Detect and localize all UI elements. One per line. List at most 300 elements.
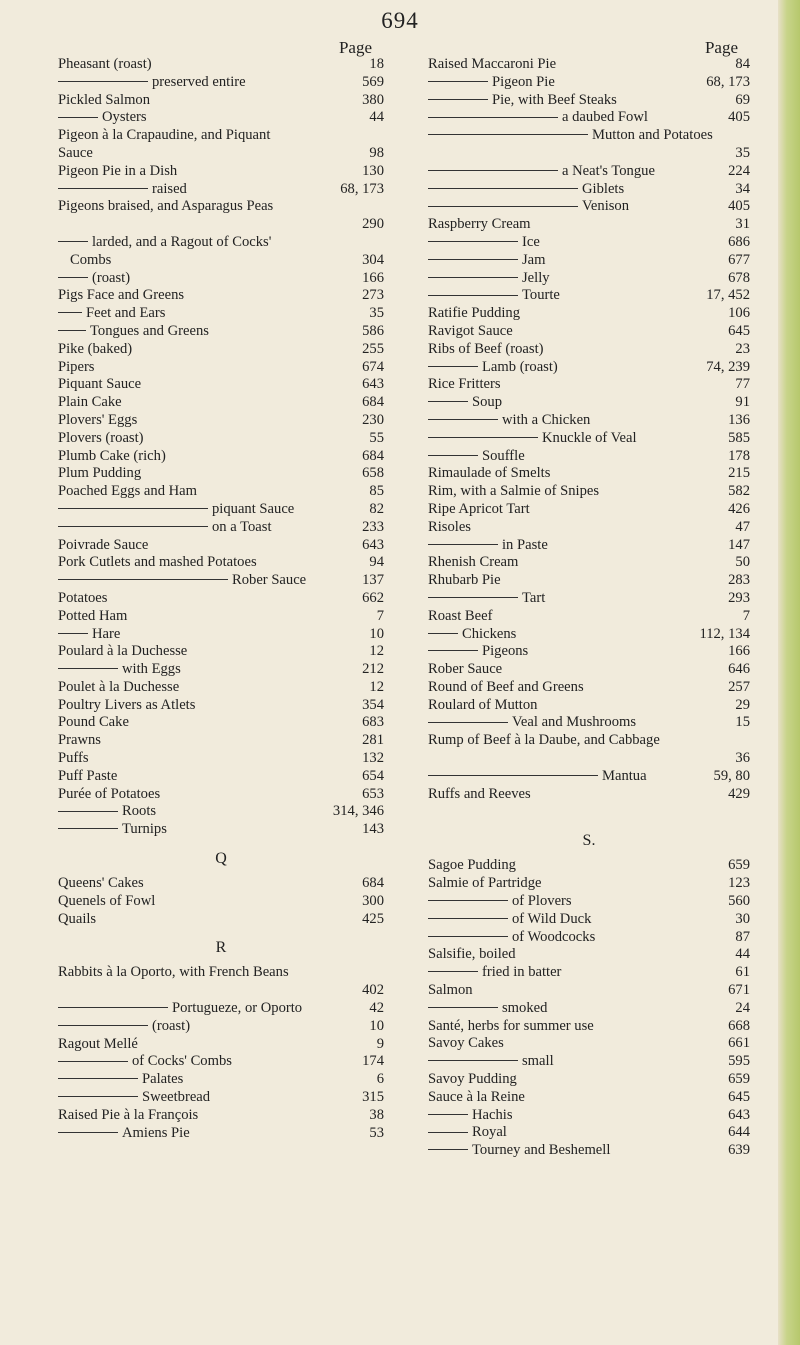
entry-title: Ruffs and Reeves <box>428 785 531 802</box>
entry-title: Rim, with a Salmie of Snipes <box>428 483 600 500</box>
entry-page: 35 <box>369 305 384 322</box>
entry-page: 166 <box>362 269 384 286</box>
entry-title: small <box>522 1053 554 1070</box>
index-entry <box>428 1142 750 1160</box>
index-entry <box>58 590 384 608</box>
index-entry <box>428 946 750 964</box>
entry-title: Sauce <box>58 144 93 161</box>
index-entry <box>58 697 384 715</box>
entry-title: of Plovers <box>512 893 572 910</box>
index-entry <box>428 929 750 947</box>
index-entry <box>58 1036 384 1054</box>
ditto-dash <box>58 508 208 509</box>
entry-page: 38 <box>369 1106 384 1123</box>
entry-title: Knuckle of Veal <box>542 429 637 446</box>
entry-title: Veal and Mushrooms <box>512 714 637 731</box>
entry-page: 15 <box>735 714 750 731</box>
entry-page: 69 <box>735 91 750 108</box>
entry-page: 130 <box>362 162 384 179</box>
ditto-dash <box>428 188 578 189</box>
entry-title: Oysters <box>102 109 147 126</box>
ditto-dash <box>428 1132 468 1133</box>
entry-page: 178 <box>728 447 750 464</box>
index-entry <box>428 74 750 92</box>
index-entry <box>428 394 750 412</box>
entry-title: Savoy Pudding <box>428 1071 517 1088</box>
entry-page: 686 <box>728 233 750 250</box>
index-entry <box>428 911 750 929</box>
entry-page: 290 <box>362 216 384 233</box>
index-entry <box>58 1071 384 1089</box>
index-entry <box>428 1124 750 1142</box>
index-entry <box>58 554 384 572</box>
entry-page: 684 <box>362 447 384 464</box>
entry-title: Tart <box>522 589 546 606</box>
entry-title: Raised Maccaroni Pie <box>428 56 557 72</box>
index-entry <box>58 92 384 110</box>
index-entry <box>428 732 750 750</box>
entry-title: Plum Pudding <box>58 465 142 482</box>
entry-title: of Cocks' Combs <box>132 1053 232 1070</box>
entry-page: 674 <box>362 358 384 375</box>
entry-page: 94 <box>369 554 384 571</box>
entry-title: Salmon <box>428 982 473 999</box>
index-entry <box>428 287 750 305</box>
ditto-dash <box>428 419 498 420</box>
entry-page: 132 <box>362 750 384 767</box>
ditto-dash <box>428 455 478 456</box>
entry-title: Raspberry Cream <box>428 216 531 233</box>
index-entry <box>428 430 750 448</box>
ditto-dash <box>428 544 498 545</box>
index-entry <box>428 216 750 234</box>
ditto-dash <box>428 170 558 171</box>
entry-page: 106 <box>728 305 750 322</box>
index-entry <box>428 1053 750 1071</box>
entry-title: Santé, herbs for summer use <box>428 1017 594 1034</box>
index-entry <box>58 501 384 519</box>
entry-page: 402 <box>362 982 384 999</box>
entry-title: in Paste <box>502 536 548 553</box>
entry-title: Hachis <box>472 1106 513 1123</box>
ditto-dash <box>428 206 578 207</box>
ditto-dash <box>428 81 488 82</box>
entry-title: Tourte <box>522 287 560 304</box>
entry-title: (roast) <box>92 269 131 286</box>
entry-page: 7 <box>376 607 384 624</box>
entry-title: Giblets <box>582 180 625 197</box>
entry-page: 47 <box>735 518 750 535</box>
entry-page: 644 <box>728 1124 750 1141</box>
entry-title: preserved entire <box>152 73 246 90</box>
index-entry <box>428 554 750 572</box>
ditto-dash <box>58 117 98 118</box>
page-header-label: Page <box>338 38 372 57</box>
ditto-dash <box>428 936 508 937</box>
ditto-dash <box>428 259 518 260</box>
entry-title: Pipers <box>58 358 95 375</box>
entry-title: Rabbits à la Oporto, with French Beans <box>58 964 289 981</box>
entry-page: 77 <box>735 376 750 393</box>
ditto-dash <box>58 312 82 313</box>
entry-page: 283 <box>728 572 750 589</box>
entry-page: 429 <box>728 785 750 802</box>
entry-title: Hare <box>92 625 121 642</box>
entry-title: Puff Paste <box>58 767 118 784</box>
entry-page: 671 <box>728 982 750 999</box>
index-entry <box>58 448 384 466</box>
entry-page: 233 <box>362 518 384 535</box>
section-letter-r: R <box>215 939 227 957</box>
index-entry <box>428 56 750 74</box>
entry-title: Savoy Cakes <box>428 1035 504 1052</box>
entry-page: 661 <box>728 1035 750 1052</box>
entry-page: 98 <box>369 144 384 161</box>
index-entry <box>428 679 750 697</box>
index-entry <box>428 1089 750 1107</box>
entry-page: 683 <box>362 714 384 731</box>
entry-title: Palates <box>142 1071 184 1088</box>
index-column-right <box>428 38 750 1160</box>
entry-title: fried in batter <box>482 964 562 981</box>
entry-page: 147 <box>728 536 750 553</box>
entry-title: Mantua <box>602 767 647 784</box>
index-entry <box>58 679 384 697</box>
entry-title: Roulard of Mutton <box>428 696 538 713</box>
index-entry <box>58 198 384 216</box>
index-entry <box>58 234 384 252</box>
ditto-dash <box>428 633 458 634</box>
entry-page: 74, 239 <box>706 358 750 375</box>
index-entry <box>58 305 384 323</box>
entry-title: Purée of Potatoes <box>58 785 161 802</box>
entry-title: Salsifie, boiled <box>428 946 516 963</box>
entry-title: of Wild Duck <box>512 910 592 927</box>
entry-page: 12 <box>369 678 384 695</box>
ditto-dash <box>428 277 518 278</box>
index-entry <box>428 608 750 626</box>
index-entry <box>428 181 750 199</box>
entry-title: Combs <box>70 251 112 268</box>
entry-title: a Neat's Tongue <box>562 162 655 179</box>
entry-page: 10 <box>369 625 384 642</box>
index-entry <box>428 234 750 252</box>
index-entry <box>58 394 384 412</box>
entry-page: 658 <box>362 465 384 482</box>
entry-title: Pike (baked) <box>58 340 133 357</box>
ditto-dash <box>428 722 508 723</box>
index-entry <box>428 483 750 501</box>
entry-page: 166 <box>728 643 750 660</box>
entry-page: 678 <box>728 269 750 286</box>
entry-title: (roast) <box>152 1017 191 1034</box>
entry-title: Royal <box>472 1124 507 1141</box>
entry-page: 645 <box>728 322 750 339</box>
entry-page: 50 <box>735 554 750 571</box>
index-entry <box>58 465 384 483</box>
entry-page: 314, 346 <box>332 803 384 820</box>
ditto-dash <box>428 1007 498 1008</box>
section-letter-s: S. <box>582 832 596 850</box>
index-entry <box>428 643 750 661</box>
entry-title: Pigeons <box>482 643 529 660</box>
entry-page: 17, 452 <box>706 287 750 304</box>
entry-page: 293 <box>728 589 750 606</box>
entry-page: 224 <box>728 162 750 179</box>
entry-title: Plain Cake <box>58 394 122 411</box>
entry-title: raised <box>152 180 187 197</box>
entry-title: Potted Ham <box>58 607 128 624</box>
entry-title: Poached Eggs and Ham <box>58 483 198 500</box>
ditto-dash <box>428 295 518 296</box>
entry-page: 668 <box>728 1017 750 1034</box>
entry-title: Sauce à la Reine <box>428 1088 525 1105</box>
entry-page: 315 <box>362 1089 384 1106</box>
entry-page: 645 <box>728 1088 750 1105</box>
entry-title: Plovers (roast) <box>58 429 144 446</box>
ditto-dash <box>58 1007 168 1008</box>
ditto-dash <box>428 1060 518 1061</box>
index-entry <box>428 323 750 341</box>
index-entry <box>428 714 750 732</box>
entry-page: 659 <box>728 857 750 874</box>
entry-title: Roast Beef <box>428 607 493 624</box>
index-entry <box>58 323 384 341</box>
entry-page: 59, 80 <box>713 767 750 784</box>
entry-page: 560 <box>728 893 750 910</box>
entry-title: Soup <box>472 394 503 411</box>
entry-title: Portugueze, or Oporto <box>172 1000 303 1017</box>
entries-s <box>428 857 750 1160</box>
index-entry <box>58 341 384 359</box>
ditto-dash <box>428 241 518 242</box>
index-entry <box>58 786 384 804</box>
page-header-label: Page <box>704 38 738 57</box>
entry-page: 585 <box>728 429 750 446</box>
index-entry <box>58 572 384 590</box>
index-entry <box>58 714 384 732</box>
index-entry <box>428 305 750 323</box>
index-entry <box>428 412 750 430</box>
entry-page: 354 <box>362 696 384 713</box>
entry-page: 255 <box>362 340 384 357</box>
entry-page: 586 <box>362 322 384 339</box>
ditto-dash <box>58 188 148 189</box>
ditto-dash <box>428 99 488 100</box>
entry-title: Prawns <box>58 732 101 749</box>
index-entry <box>428 982 750 1000</box>
index-entry <box>58 1000 384 1018</box>
index-entry <box>58 1089 384 1107</box>
entry-title: Amiens Pie <box>122 1124 190 1141</box>
entry-title: larded, and a Ragout of Cocks' <box>92 233 272 250</box>
index-entry <box>428 448 750 466</box>
entry-title: Puffs <box>58 750 89 767</box>
entry-page: 91 <box>735 394 750 411</box>
index-entry <box>58 768 384 786</box>
index-entry <box>58 519 384 537</box>
entry-title: Queens' Cakes <box>58 875 144 892</box>
index-entry <box>428 341 750 359</box>
entry-title: Ratifie Pudding <box>428 305 521 322</box>
entry-title: Pigs Face and Greens <box>58 287 185 304</box>
page-number: 694 <box>381 8 419 33</box>
entry-title: Pork Cutlets and mashed Potatoes <box>58 554 257 571</box>
index-entry <box>428 252 750 270</box>
entry-page: 82 <box>369 500 384 517</box>
entry-page: 35 <box>735 144 750 161</box>
entry-page: 6 <box>376 1071 384 1088</box>
index-entry <box>58 430 384 448</box>
entry-page: 53 <box>369 1124 384 1141</box>
entry-page: 61 <box>735 964 750 981</box>
index-entry <box>58 270 384 288</box>
ditto-dash <box>58 1078 138 1079</box>
index-entry <box>58 626 384 644</box>
entry-title: Quenels of Fowl <box>58 892 156 909</box>
index-entry <box>428 661 750 679</box>
index-entry <box>58 1107 384 1125</box>
entry-title: Ripe Apricot Tart <box>428 500 530 517</box>
entry-page: 68, 173 <box>706 73 750 90</box>
ditto-dash <box>58 241 88 242</box>
entry-page: 44 <box>369 109 384 126</box>
entry-title: on a Toast <box>212 518 272 535</box>
entry-page: 85 <box>369 483 384 500</box>
entry-title: of Woodcocks <box>512 928 596 945</box>
entry-title: with Eggs <box>122 661 181 678</box>
index-entry <box>428 537 750 555</box>
index-entry <box>58 982 384 1000</box>
entry-page: 84 <box>735 56 750 72</box>
entry-page: 569 <box>362 73 384 90</box>
index-entry <box>58 821 384 839</box>
entry-page: 87 <box>735 928 750 945</box>
entry-page: 68, 173 <box>340 180 384 197</box>
index-entry <box>58 483 384 501</box>
ditto-dash <box>428 900 508 901</box>
entry-page: 143 <box>362 821 384 838</box>
entry-title: Pound Cake <box>58 714 129 731</box>
index-entry <box>428 1071 750 1089</box>
entries-r <box>58 964 384 1142</box>
entry-page: 653 <box>362 785 384 802</box>
entry-page: 215 <box>728 465 750 482</box>
ditto-dash <box>58 811 118 812</box>
entry-title: Poultry Livers as Atlets <box>58 696 196 713</box>
entry-title: with a Chicken <box>502 411 591 428</box>
entry-page: 643 <box>728 1106 750 1123</box>
index-entry <box>58 74 384 92</box>
entry-title: Venison <box>582 198 630 215</box>
index-entry <box>58 893 384 911</box>
entries-q <box>58 875 384 928</box>
ditto-dash <box>58 1061 128 1062</box>
index-entry <box>58 412 384 430</box>
entry-title: Jam <box>522 251 546 268</box>
entry-title: Raised Pie à la François <box>58 1106 199 1123</box>
ditto-dash <box>428 650 478 651</box>
entry-page: 123 <box>728 875 750 892</box>
index-entry <box>58 287 384 305</box>
index-entry <box>58 216 384 234</box>
entry-title: Ragout Mellé <box>58 1035 138 1052</box>
entry-page: 257 <box>728 678 750 695</box>
index-entry <box>58 537 384 555</box>
entry-title: Salmie of Partridge <box>428 875 542 892</box>
index-entry <box>58 376 384 394</box>
page-edge <box>778 0 800 1345</box>
entry-title: Rober Sauce <box>428 661 503 678</box>
entry-page: 18 <box>369 56 384 72</box>
index-entry <box>428 163 750 181</box>
entry-title: Rober Sauce <box>232 572 307 589</box>
ditto-dash <box>428 134 588 135</box>
index-entry <box>58 56 384 74</box>
ditto-dash <box>58 330 86 331</box>
ditto-dash <box>58 1025 148 1026</box>
index-entry <box>428 376 750 394</box>
index-entry <box>428 1035 750 1053</box>
index-entry <box>428 1107 750 1125</box>
entry-page: 112, 134 <box>699 625 750 642</box>
index-entry <box>428 875 750 893</box>
entry-title: Pheasant (roast) <box>58 56 152 72</box>
index-entry <box>428 697 750 715</box>
entry-title: Piquant Sauce <box>58 376 142 393</box>
entry-title: Quails <box>58 910 97 927</box>
entry-title: smoked <box>502 999 548 1016</box>
entry-title: Ribs of Beef (roast) <box>428 340 544 357</box>
ditto-dash <box>428 918 508 919</box>
entry-page: 654 <box>362 767 384 784</box>
entry-title: Pigeon Pie <box>492 73 555 90</box>
entry-title: Tourney and Beshemell <box>472 1142 611 1159</box>
entry-title: Pigeon Pie in a Dish <box>58 162 178 179</box>
index-entry <box>428 109 750 127</box>
entry-page: 174 <box>362 1053 384 1070</box>
entry-title: Roots <box>122 803 157 820</box>
index-entry <box>428 501 750 519</box>
index-entry <box>428 786 750 804</box>
entry-page: 405 <box>728 109 750 126</box>
ditto-dash <box>58 277 88 278</box>
entry-page: 281 <box>362 732 384 749</box>
entry-page: 643 <box>362 536 384 553</box>
entry-title: Pigeons braised, and Asparagus Peas <box>58 198 274 215</box>
entry-title: Rhenish Cream <box>428 554 519 571</box>
index-entry <box>58 163 384 181</box>
entry-title: Mutton and Potatoes <box>592 127 713 144</box>
entry-page: 44 <box>735 946 750 963</box>
entry-title: Rice Fritters <box>428 376 501 393</box>
index-entry <box>58 732 384 750</box>
ditto-dash <box>58 579 228 580</box>
ditto-dash <box>58 668 118 669</box>
entry-page: 230 <box>362 411 384 428</box>
entry-title: Lamb (roast) <box>482 358 558 375</box>
ditto-dash <box>428 117 558 118</box>
entry-page: 662 <box>362 589 384 606</box>
entry-title: Pie, with Beef Steaks <box>492 91 617 108</box>
entry-title: Potatoes <box>58 589 108 606</box>
index-entry <box>428 1000 750 1018</box>
entry-title: Rump of Beef à la Daube, and Cabbage <box>428 732 660 749</box>
entry-page: 380 <box>362 91 384 108</box>
index-entry <box>428 893 750 911</box>
entry-title: Sweetbread <box>142 1089 211 1106</box>
index-entry <box>58 750 384 768</box>
